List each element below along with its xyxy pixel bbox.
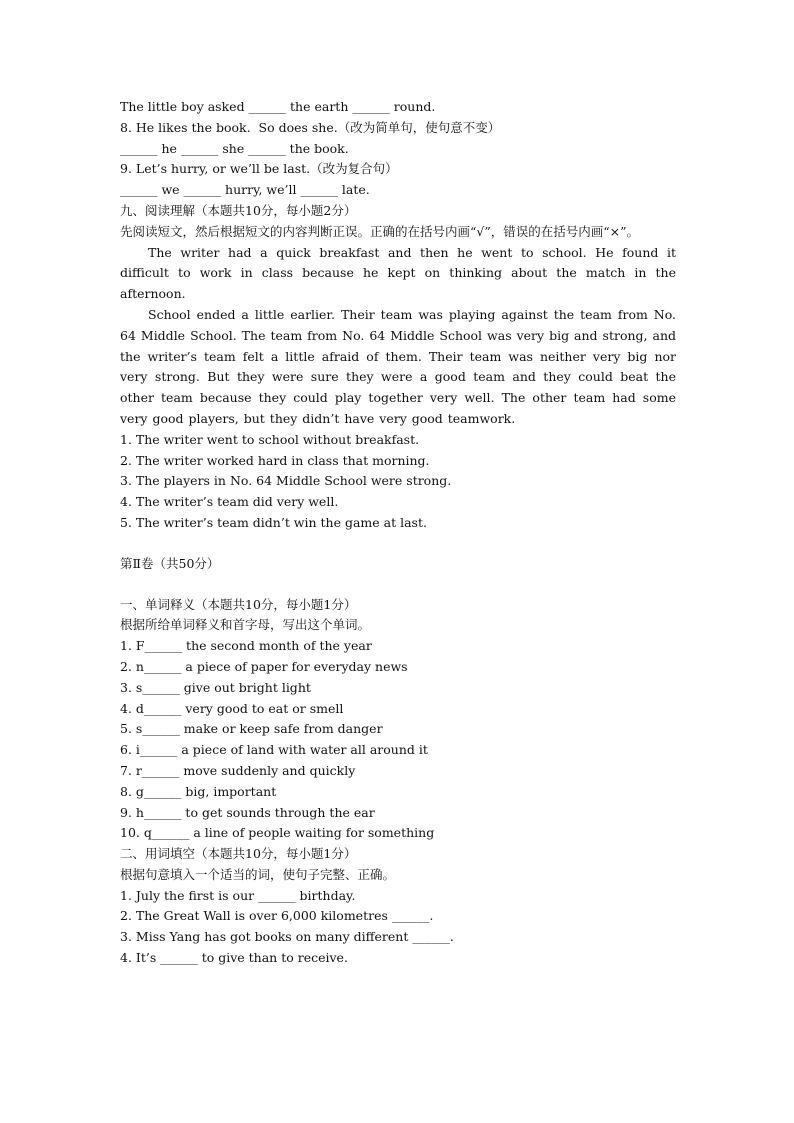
passage-paragraph: School ended a little earlier. Their team was playing against the team from No. 64 Middle School. The team from No. 64 Middle School was very big and strong, and the writer’s team felt a little afraid of them. Their team was neither very big nor very strong. But they were sure they were a good team and they could beat the other team because they could play together very well. The other team had some very good players, but they didn’t have very good teamwork.: [120, 306, 676, 426]
fill-item: 4. It’s ______ to give than to receive.: [120, 950, 348, 966]
vocab-item: 2. n______ a piece of paper for everyday news: [120, 658, 408, 674]
section-instruction: 先阅读短文，然后根据短文的内容判断正误。正确的在括号内画“√”，错误的在括号内画“×”。: [120, 223, 640, 239]
statement-item: 3. The players in No. 64 Middle School were strong.: [120, 473, 452, 489]
exercise-line: ______ we ______ hurry, we’ll ______ late.: [120, 182, 370, 198]
exercise-line: ______ he ______ she ______ the book.: [120, 140, 349, 156]
section-instruction: 根据句意填入一个适当的词，使句子完整、正确。: [120, 866, 396, 882]
section-instruction: 根据所给单词释义和首字母，写出这个单词。: [120, 617, 371, 633]
vocab-item: 4. d______ very good to eat or smell: [120, 700, 344, 716]
fill-item: 3. Miss Yang has got books on many different ______.: [120, 929, 454, 945]
section-heading: 二、用词填空（本题共10分，每小题1分）: [120, 846, 357, 862]
statement-item: 5. The writer’s team didn’t win the game at last.: [120, 514, 427, 530]
exercise-line: 8. He likes the book. So does she.（改为简单句，使句意不变）: [120, 119, 501, 135]
vocab-item: 8. g______ big, important: [120, 783, 277, 799]
part-title: 第Ⅱ卷（共50分）: [120, 555, 220, 571]
exercise-line: 9. Let’s hurry, or we’ll be last.（改为复合句）: [120, 161, 398, 177]
statement-item: 1. The writer went to school without breakfast.: [120, 431, 420, 447]
section-heading: 一、单词释义（本题共10分，每小题1分）: [120, 596, 357, 612]
document-page: [120, 97, 676, 969]
vocab-item: 9. h______ to get sounds through the ear: [120, 804, 375, 820]
passage-paragraph: The writer had a quick breakfast and then he went to school. He found it difficult to work in class because he kept on thinking about the match in the afternoon.: [120, 244, 676, 302]
vocab-item: 6. i______ a piece of land with water all around it: [120, 742, 428, 758]
vocab-item: 7. r______ move suddenly and quickly: [120, 762, 356, 778]
vocab-item: 10. q______ a line of people waiting for something: [120, 825, 435, 841]
vocab-item: 5. s______ make or keep safe from danger: [120, 721, 383, 737]
vocab-item: 1. F______ the second month of the year: [120, 638, 372, 654]
statement-item: 4. The writer’s team did very well.: [120, 494, 339, 510]
fill-item: 2. The Great Wall is over 6,000 kilometres ______.: [120, 908, 434, 924]
fill-item: 1. July the first is our ______ birthday.: [120, 887, 356, 903]
statement-item: 2. The writer worked hard in class that morning.: [120, 452, 430, 468]
fill-in-section: [120, 844, 676, 969]
spacer: [120, 575, 676, 595]
reading-section: [120, 201, 676, 534]
vocabulary-section: [120, 595, 676, 845]
vocab-item: 3. s______ give out bright light: [120, 679, 311, 695]
spacer: [120, 534, 676, 554]
section-heading: 九、阅读理解（本题共10分，每小题2分）: [120, 202, 357, 218]
exercise-line: The little boy asked ______ the earth ______ round.: [120, 99, 436, 114]
previous-exercise-tail: [120, 97, 676, 201]
